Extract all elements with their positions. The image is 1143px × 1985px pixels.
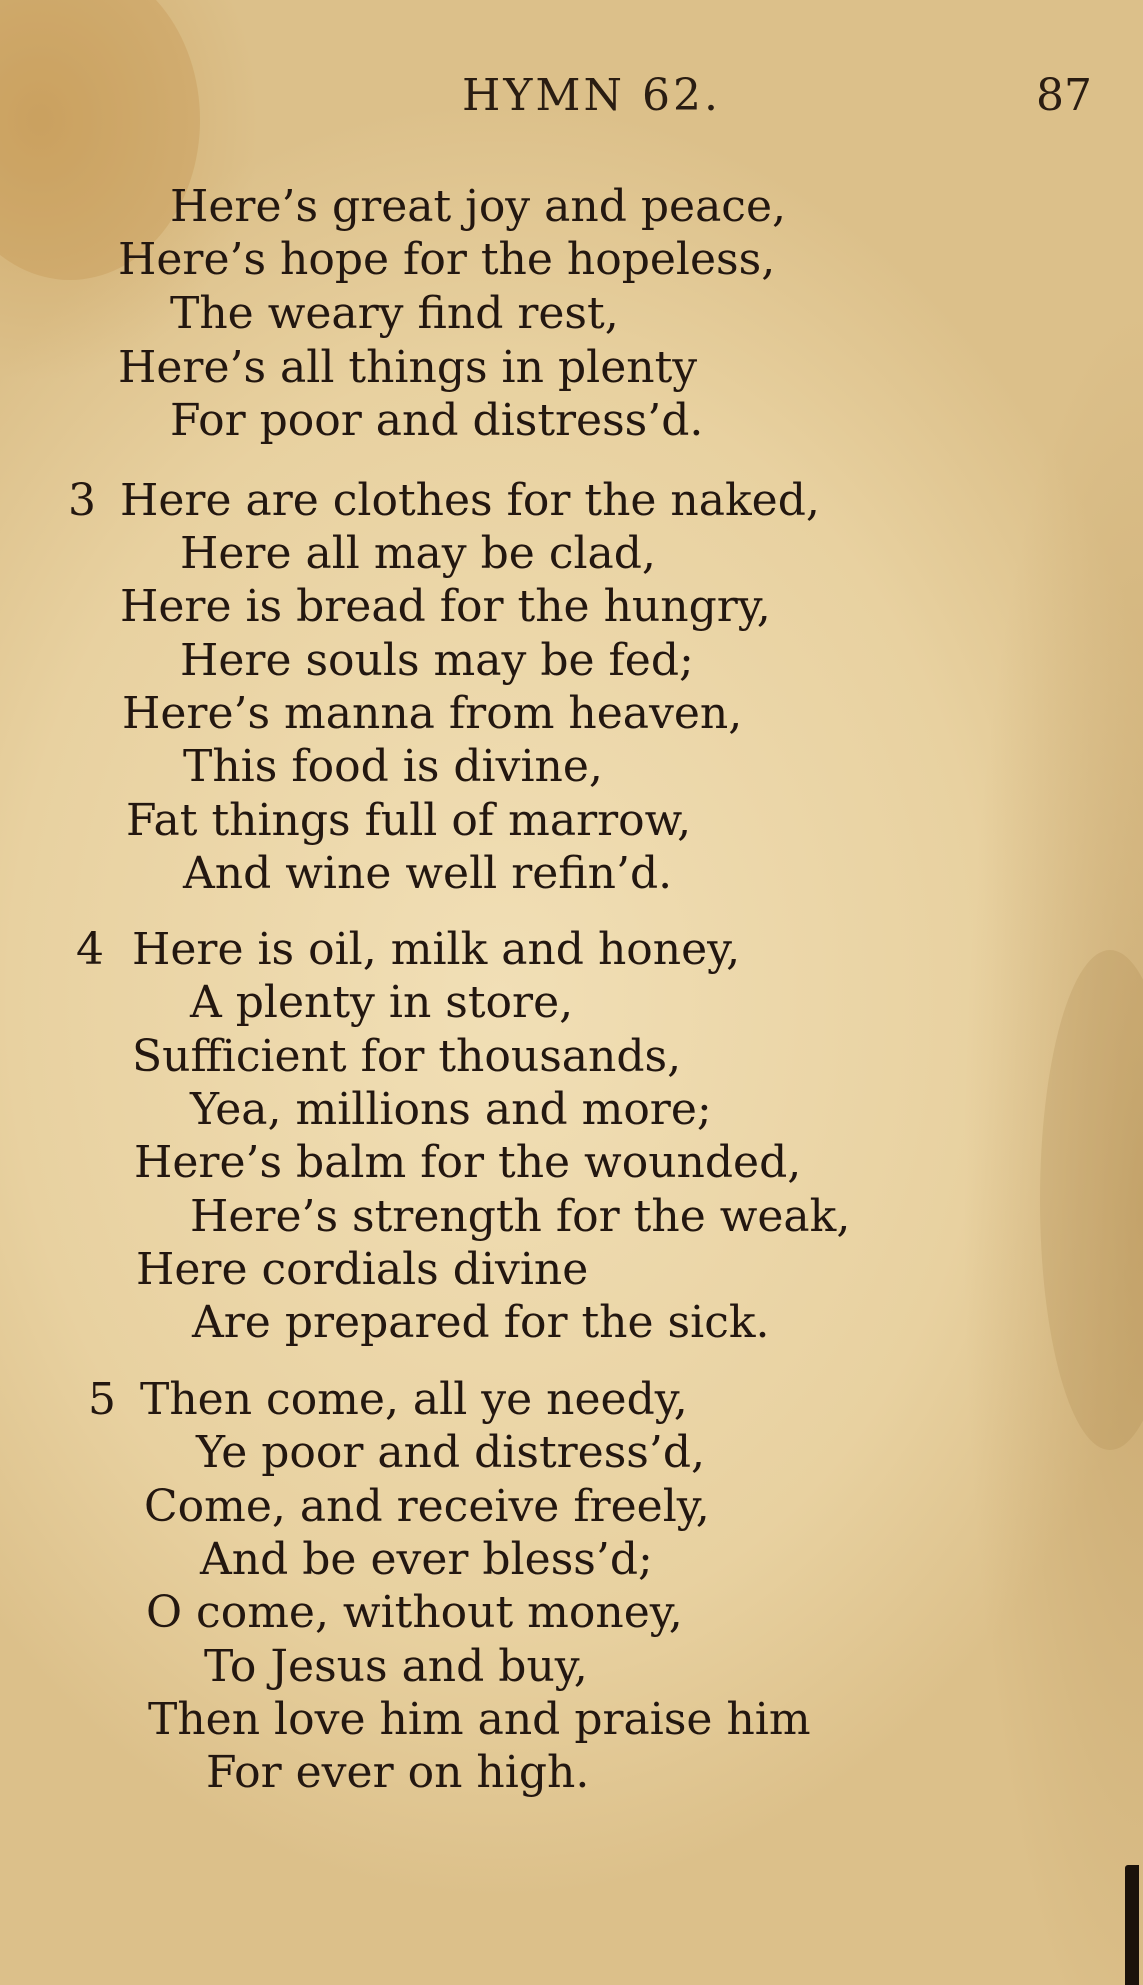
verse-line: A plenty in store, [190, 977, 574, 1028]
page-number: 87 [1036, 70, 1092, 121]
verse-line: Here’s manna from heaven, [122, 688, 743, 739]
verse-line: Then love him and praise him [148, 1694, 811, 1745]
verse-line: Here are clothes for the naked, [120, 475, 820, 526]
verse-line: Here cordials divine [136, 1244, 589, 1295]
verse-line: This food is divine, [183, 741, 603, 792]
verse-line: Come, and receive freely, [144, 1481, 710, 1532]
verse-line: O come, without money, [146, 1587, 683, 1638]
verse-line: Ye poor and distress’d, [196, 1427, 706, 1478]
verse-line: The weary find rest, [170, 288, 619, 339]
verse-line: For ever on high. [206, 1747, 590, 1798]
verse-number: 3 [68, 475, 96, 526]
paper-stain [1040, 950, 1143, 1450]
page-edge-shadow [1125, 1865, 1139, 1985]
verse-line: Then come, all ye needy, [140, 1374, 688, 1425]
verse-line: Here’s all things in plenty [118, 342, 698, 393]
verse-line: Here souls may be fed; [180, 635, 694, 686]
verse-line: And wine well refin’d. [183, 848, 673, 899]
verse-line: Sufficient for thousands, [132, 1031, 682, 1082]
verse-line: Here’s great joy and peace, [170, 181, 786, 232]
verse-line: Are prepared for the sick. [192, 1297, 770, 1348]
verse-line: Here is oil, milk and honey, [132, 924, 741, 975]
verse-line: Here’s strength for the weak, [190, 1191, 851, 1242]
verse-number: 4 [76, 924, 104, 975]
verse-line: Here all may be clad, [180, 528, 656, 579]
verse-line: For poor and distress’d. [170, 395, 704, 446]
verse-line: Here is bread for the hungry, [120, 581, 771, 632]
verse-line: And be ever bless’d; [200, 1534, 653, 1585]
verse-line: Here’s hope for the hopeless, [118, 234, 776, 285]
verse-line: Here’s balm for the wounded, [134, 1137, 802, 1188]
verse-line: Fat things full of marrow, [126, 795, 692, 846]
verse-line: To Jesus and buy, [204, 1641, 588, 1692]
running-title: HYMN 62. [462, 70, 721, 121]
verse-number: 5 [88, 1374, 116, 1425]
page-header [0, 62, 1143, 132]
verse-line: Yea, millions and more; [190, 1084, 712, 1135]
